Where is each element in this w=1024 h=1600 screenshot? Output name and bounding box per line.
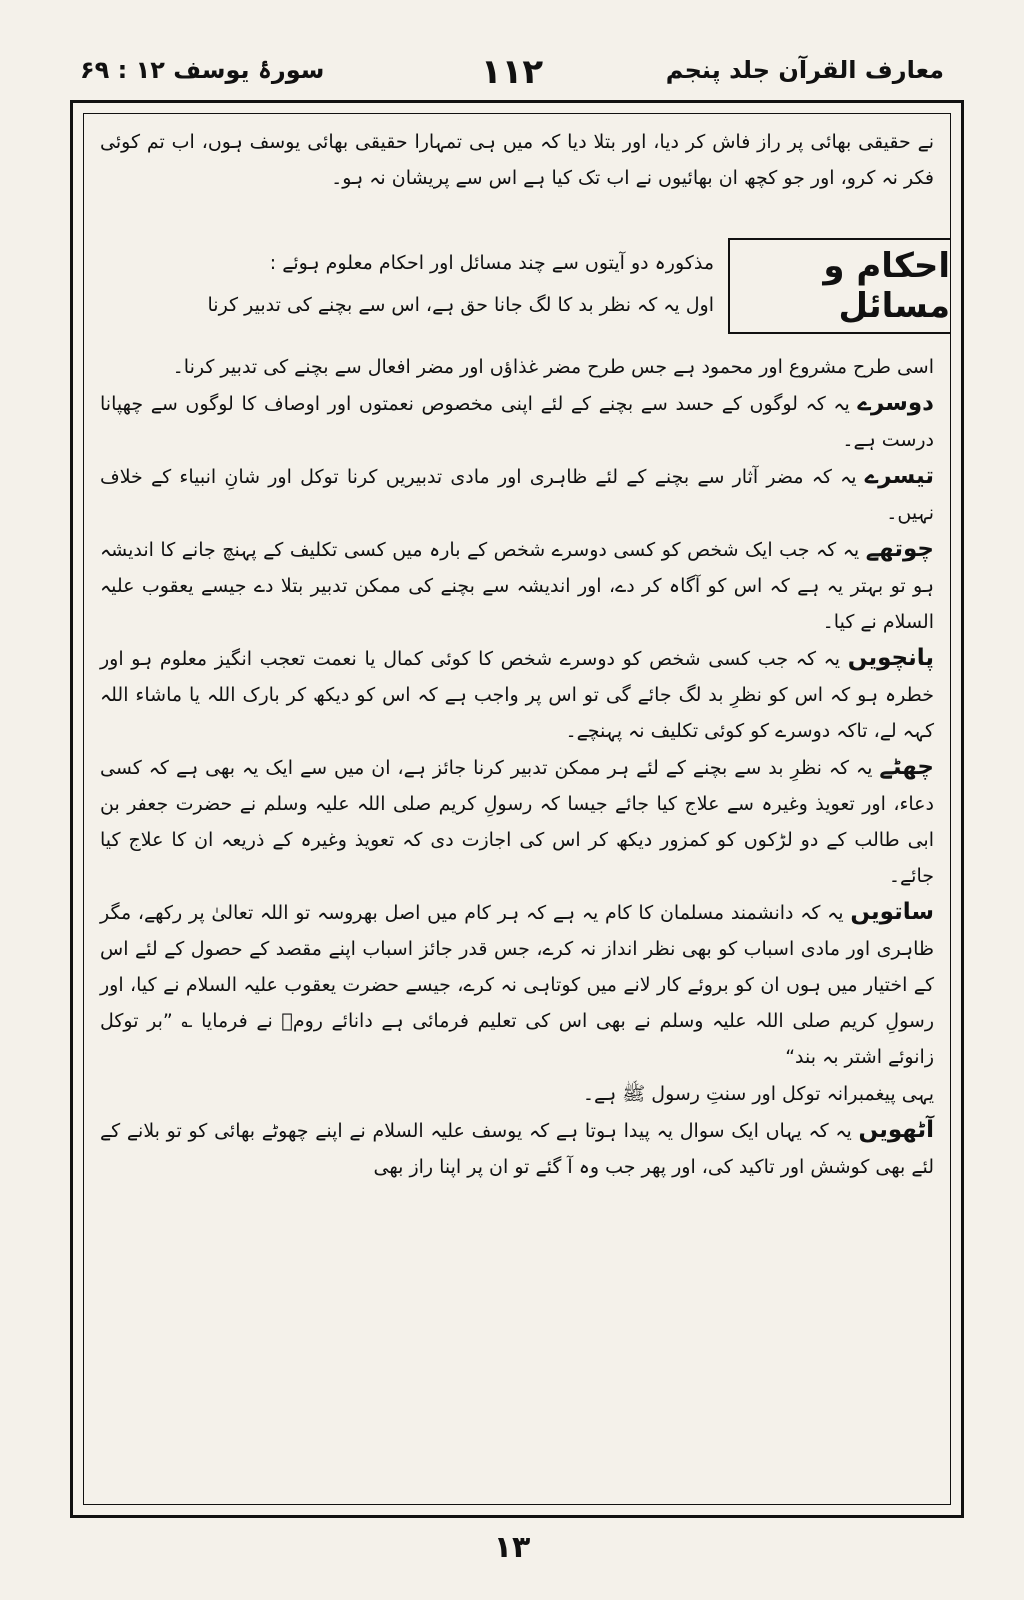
page-number: ۱۱۲ — [480, 52, 544, 92]
body-text — [100, 348, 934, 1185]
paragraph-text: یہ کہ دانشمند مسلمان کا کام یہ ہے کہ ہر کام میں اصل بھروسہ تو اللہ تعالیٰ پر رکھے، مگر ظاہری اور مادی اسباب کو بھی نظر انداز نہ کرے، جس قدر جائز اسباب اپنے مقصد کے حصول کے لئے اس کے اختیار میں ہوں ان کو بروئے کار لانے میں کوتاہی نہ کرے، جیسے حضرت یعقوب علیہ السلام نے کیا، اور رسولِ کریم صلی اللہ علیہ وسلم نے بھی اس کی تعلیم فرمائی ہے دانائے رومؒ نے فرمایا ؎ ”بر توکل زانوئے اشتر بہ بند“ — [100, 902, 934, 1068]
paragraph-lead: تیسرے — [864, 463, 935, 489]
paragraph — [100, 385, 934, 458]
intro-text: نے حقیقی بھائی پر راز فاش کر دیا، اور بتلا دیا کہ میں ہی تمہارا حقیقی بھائی یوسف ہوں، اب تم کوئی فکر نہ کرو، اور جو کچھ ان بھائیوں نے اب تک کیا ہے اس سے پریشان نہ ہو۔ — [100, 131, 934, 189]
paragraph-lead: چوتھے — [865, 536, 934, 562]
section-heading-box — [728, 238, 950, 334]
paragraph-lead: چھٹے — [879, 754, 934, 780]
paragraph — [100, 531, 934, 640]
page-footer-number: ۱۳ — [493, 1530, 531, 1565]
page-border-inner — [83, 113, 951, 1505]
page-border-outer — [70, 100, 964, 1518]
paragraph-lead: پانچویں — [847, 645, 934, 671]
section-intro-line: مذکورہ دو آیتوں سے چند مسائل اور احکام معلوم ہوئے : — [269, 252, 714, 274]
paragraph — [100, 1075, 934, 1112]
paragraph-text: یہ کہ نظرِ بد سے بچنے کے لئے ہر ممکن تدبیر کرنا جائز ہے، ان میں سے ایک یہ بھی ہے کہ کسی دعاء، اور تعویذ وغیرہ سے علاج کیا جائے جیسا کہ رسولِ کریم صلی اللہ علیہ وسلم نے حضرت جعفر بن ابی طالب کے دو لڑکوں کو کمزور دیکھ کر اس کی اجازت دی کہ تعویذ وغیرہ کے ذریعہ ان کا علاج کیا جائے۔ — [100, 757, 934, 887]
paragraph-lead: آٹھویں — [858, 1117, 935, 1143]
book-title: معارف القرآن جلد پنجم — [665, 56, 944, 84]
intro-paragraph — [100, 124, 934, 196]
page-header — [80, 52, 944, 92]
surah-reference: سورۂ یوسف ۱۲ : ۶۹ — [80, 56, 325, 84]
paragraph-text: یہ کہ جب ایک شخص کو کسی دوسرے شخص کے بارہ میں کسی تکلیف کے پہنچ جانے کا اندیشہ ہو تو بہتر یہ ہے کہ اس کو آگاہ کر دے، اور اندیشہ سے بچنے کی ممکن تدبیر بتلا دے جیسے یعقوب علیہ السلام نے کیا۔ — [100, 539, 934, 633]
paragraph — [100, 749, 934, 894]
point-first-start: اول یہ کہ نظر بد کا لگ جانا حق ہے، اس سے بچنے کی تدبیر کرنا — [207, 294, 714, 316]
paragraph — [100, 640, 934, 749]
paragraph — [100, 458, 934, 531]
paragraph-text: یہی پیغمبرانہ توکل اور سنتِ رسول ﷺ ہے۔ — [582, 1083, 934, 1105]
paragraph — [100, 1112, 934, 1185]
paragraph-text: یہ کہ مضر آثار سے بچنے کے لئے ظاہری اور مادی تدبیریں کرنا توکل اور شانِ انبیاء کے خلاف نہیں۔ — [100, 466, 934, 524]
paragraph-text: یہ کہ جب کسی شخص کو دوسرے شخص کا کوئی کمال یا نعمت تعجب انگیز معلوم ہو اور خطرہ ہو کہ اس کو نظرِ بد لگ جائے گی تو اس پر واجب ہے کہ اس کو دیکھ کر بارک اللہ یا ماشاء اللہ کہہ لے، تاکہ دوسرے کو کوئی تکلیف نہ پہنچے۔ — [100, 648, 934, 742]
paragraph-text: اسی طرح مشروع اور محمود ہے جس طرح مضر غذاؤں اور مضر افعال سے بچنے کی تدبیر کرنا۔ — [172, 356, 934, 378]
paragraph — [100, 894, 934, 1075]
section-intro — [100, 242, 714, 326]
section-heading: احکام و مسائل — [823, 246, 950, 326]
paragraph-lead: دوسرے — [857, 390, 934, 416]
paragraph-lead: ساتویں — [850, 899, 934, 925]
paragraph — [100, 348, 934, 385]
paragraph-text: یہ کہ یہاں ایک سوال یہ پیدا ہوتا ہے کہ یوسف علیہ السلام نے اپنے چھوٹے بھائی کو تو بلانے کے لئے بھی کوشش اور تاکید کی، اور پھر جب وہ آ گئے تو ان پر اپنا راز بھی — [100, 1120, 934, 1178]
paragraph-text: یہ کہ لوگوں کے حسد سے بچنے کے لئے اپنی مخصوص نعمتوں اور اوصاف کا لوگوں سے چھپانا درست ہے۔ — [100, 393, 934, 451]
